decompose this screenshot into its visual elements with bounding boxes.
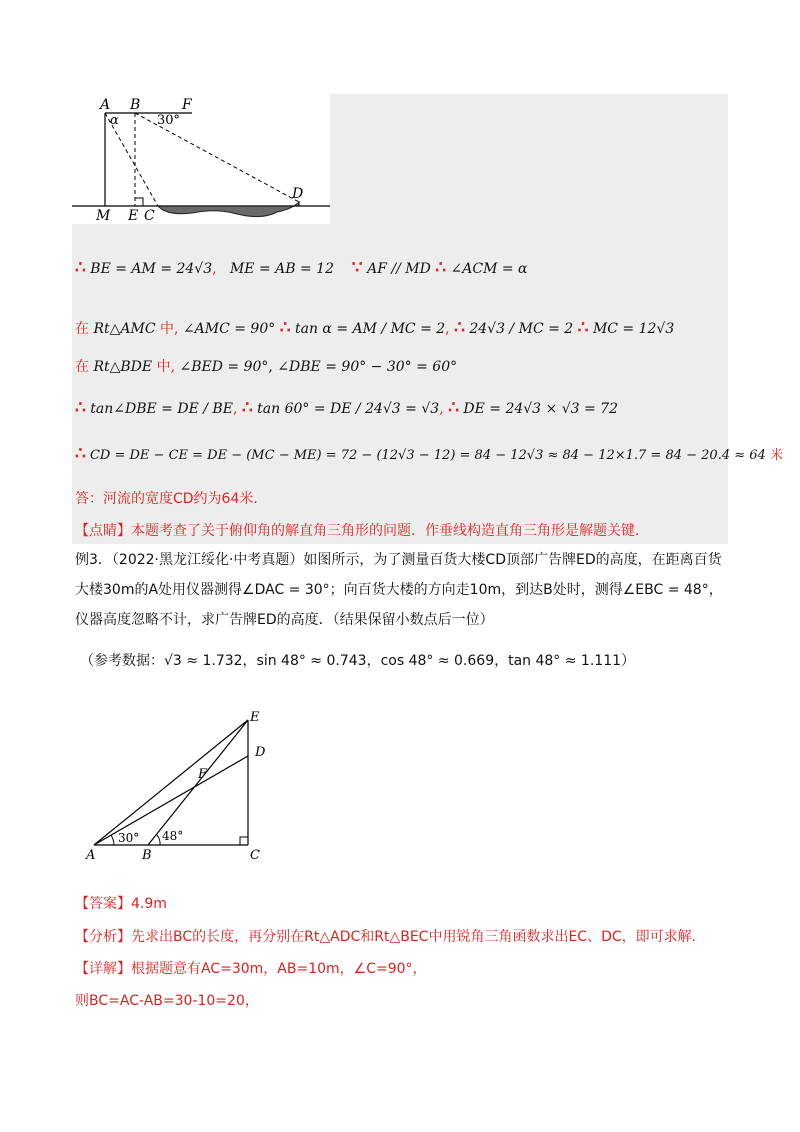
therefore-symbol: ∴	[448, 398, 459, 418]
comment-line: 【点睛】本题考查了关于俯仰角的解直角三角形的问题．作垂线构造直角三角形是解题关键．	[75, 523, 649, 539]
label-E: E	[250, 710, 260, 725]
detail-last-row: 则BC=AC-AB=30-10=20，	[75, 993, 259, 1009]
therefore-symbol: ∴	[577, 318, 589, 338]
label-A: A	[86, 848, 96, 863]
reference-data: （参考数据：√3 ≈ 1.732，sin 48° ≈ 0.743，cos 48° ≈ 0.669，tan 48° ≈ 1.111）	[80, 653, 636, 669]
eq-tan-alpha: tan α = AM / MC = 2	[294, 321, 446, 337]
eq-af-md: AF // MD	[367, 261, 431, 277]
river-diagram	[72, 94, 330, 224]
label-F: F	[198, 767, 208, 782]
solution-line-1: ∴ BE = AM = 24√3, ME = AB = 12 ∵ AF // MD ∴ ∠ACM = α	[75, 258, 528, 278]
eq-ratio: 24√3 / MC = 2	[469, 321, 574, 337]
detail-text: 根据题意有AC=30m，AB=10m，∠C=90°，	[131, 961, 427, 977]
therefore-symbol: ∴	[75, 444, 86, 464]
label-B: B	[142, 848, 152, 863]
example-3-text: 例3．（2022·黑龙江绥化·中考真题）如图所示，为了测量百货大楼CD顶部广告牌ED的高度，在距离百货大楼30m的A处用仪器测得∠DAC = 30°；向百货大楼的方向走10m，到达B处时，测得∠EBC = 48°，仪器高度忽略不计，求广告牌ED的高度．（结果保留小数点后一位）	[75, 552, 723, 628]
label-B: B	[130, 97, 141, 113]
label-30: 30°	[157, 113, 181, 128]
answer-tag: 【答案】	[75, 896, 131, 912]
label-30: 30°	[118, 831, 140, 845]
eq-be-am: BE = AM = 24√3	[90, 261, 213, 277]
label-D: D	[255, 745, 266, 760]
analysis-tag: 【分析】	[75, 929, 131, 945]
solution-line-4: ∴ tan∠DBE = DE / BE, ∴ tan 60° = DE / 24√3 = √3, ∴ DE = 24√3 × √3 = 72	[75, 398, 618, 418]
eq-bed-90: ∠BED = 90°	[179, 359, 269, 375]
label-48: 48°	[162, 829, 184, 843]
therefore-symbol: ∴	[435, 258, 447, 278]
eq-amc-90: ∠AMC = 90°	[182, 321, 276, 337]
eq-tan-dbe: tan∠DBE = DE / BE	[90, 401, 233, 417]
solution-line-3: 在 Rt△BDE 中, ∠BED = 90°, ∠DBE = 90° − 30° = 60°	[75, 359, 458, 375]
unit-mi: 米	[769, 448, 783, 463]
therefore-symbol: ∴	[279, 318, 291, 338]
eq-dbe: ∠DBE = 90° − 30° = 60°	[277, 359, 458, 375]
tri-amc: Rt△AMC	[93, 321, 156, 337]
eq-de: DE = 24√3 × √3 = 72	[463, 401, 618, 417]
label-alpha: α	[110, 113, 119, 128]
word-zhong: 中	[156, 359, 171, 375]
solution-line-2: 在 Rt△AMC 中, ∠AMC = 90° ∴ tan α = AM / MC = 2, ∴ 24√3 / MC = 2 ∴ MC = 12√3	[75, 318, 675, 338]
label-F: F	[182, 97, 192, 113]
therefore-symbol: ∴	[454, 318, 465, 338]
word-zai: 在	[75, 321, 89, 337]
label-M: M	[96, 208, 111, 224]
building-diagram	[80, 708, 280, 868]
detail-tag: 【详解】	[75, 961, 131, 977]
therefore-symbol: ∴	[75, 258, 86, 278]
detail-row	[75, 958, 427, 978]
answer-value: 4.9m	[131, 896, 167, 912]
label-A: A	[100, 97, 111, 113]
eq-tan60: tan 60° = DE / 24√3 = √3	[257, 401, 440, 417]
tri-bde: Rt△BDE	[93, 359, 153, 375]
therefore-symbol: ∵	[351, 258, 363, 278]
analysis-text: 先求出BC的长度，再分别在Rt△ADC和Rt△BEC中用锐角三角函数求出EC、DC，即可求解．	[131, 929, 706, 945]
eq-acm: ∠ACM = α	[450, 261, 528, 277]
eq-cd: CD = DE − CE = DE − (MC − ME) = 72 − (12√3 − 12) = 84 − 12√3 ≈ 84 − 12×1.7 = 84 − 20.4 ≈ 64	[89, 448, 766, 463]
label-C: C	[144, 208, 155, 224]
label-D: D	[292, 186, 304, 202]
label-E: E	[128, 208, 139, 224]
answer-line: 答：河流的宽度CD约为64米.	[75, 491, 258, 507]
eq-me-ab: ME = AB = 12	[229, 261, 334, 277]
therefore-symbol: ∴	[75, 398, 86, 418]
label-C: C	[250, 848, 260, 863]
eq-mc: MC = 12√3	[592, 321, 675, 337]
answer-row	[75, 893, 167, 913]
analysis-row	[75, 926, 706, 946]
word-zhong: 中	[160, 321, 174, 337]
therefore-symbol: ∴	[241, 398, 253, 418]
word-zai: 在	[75, 359, 89, 375]
solution-line-5	[75, 444, 783, 464]
